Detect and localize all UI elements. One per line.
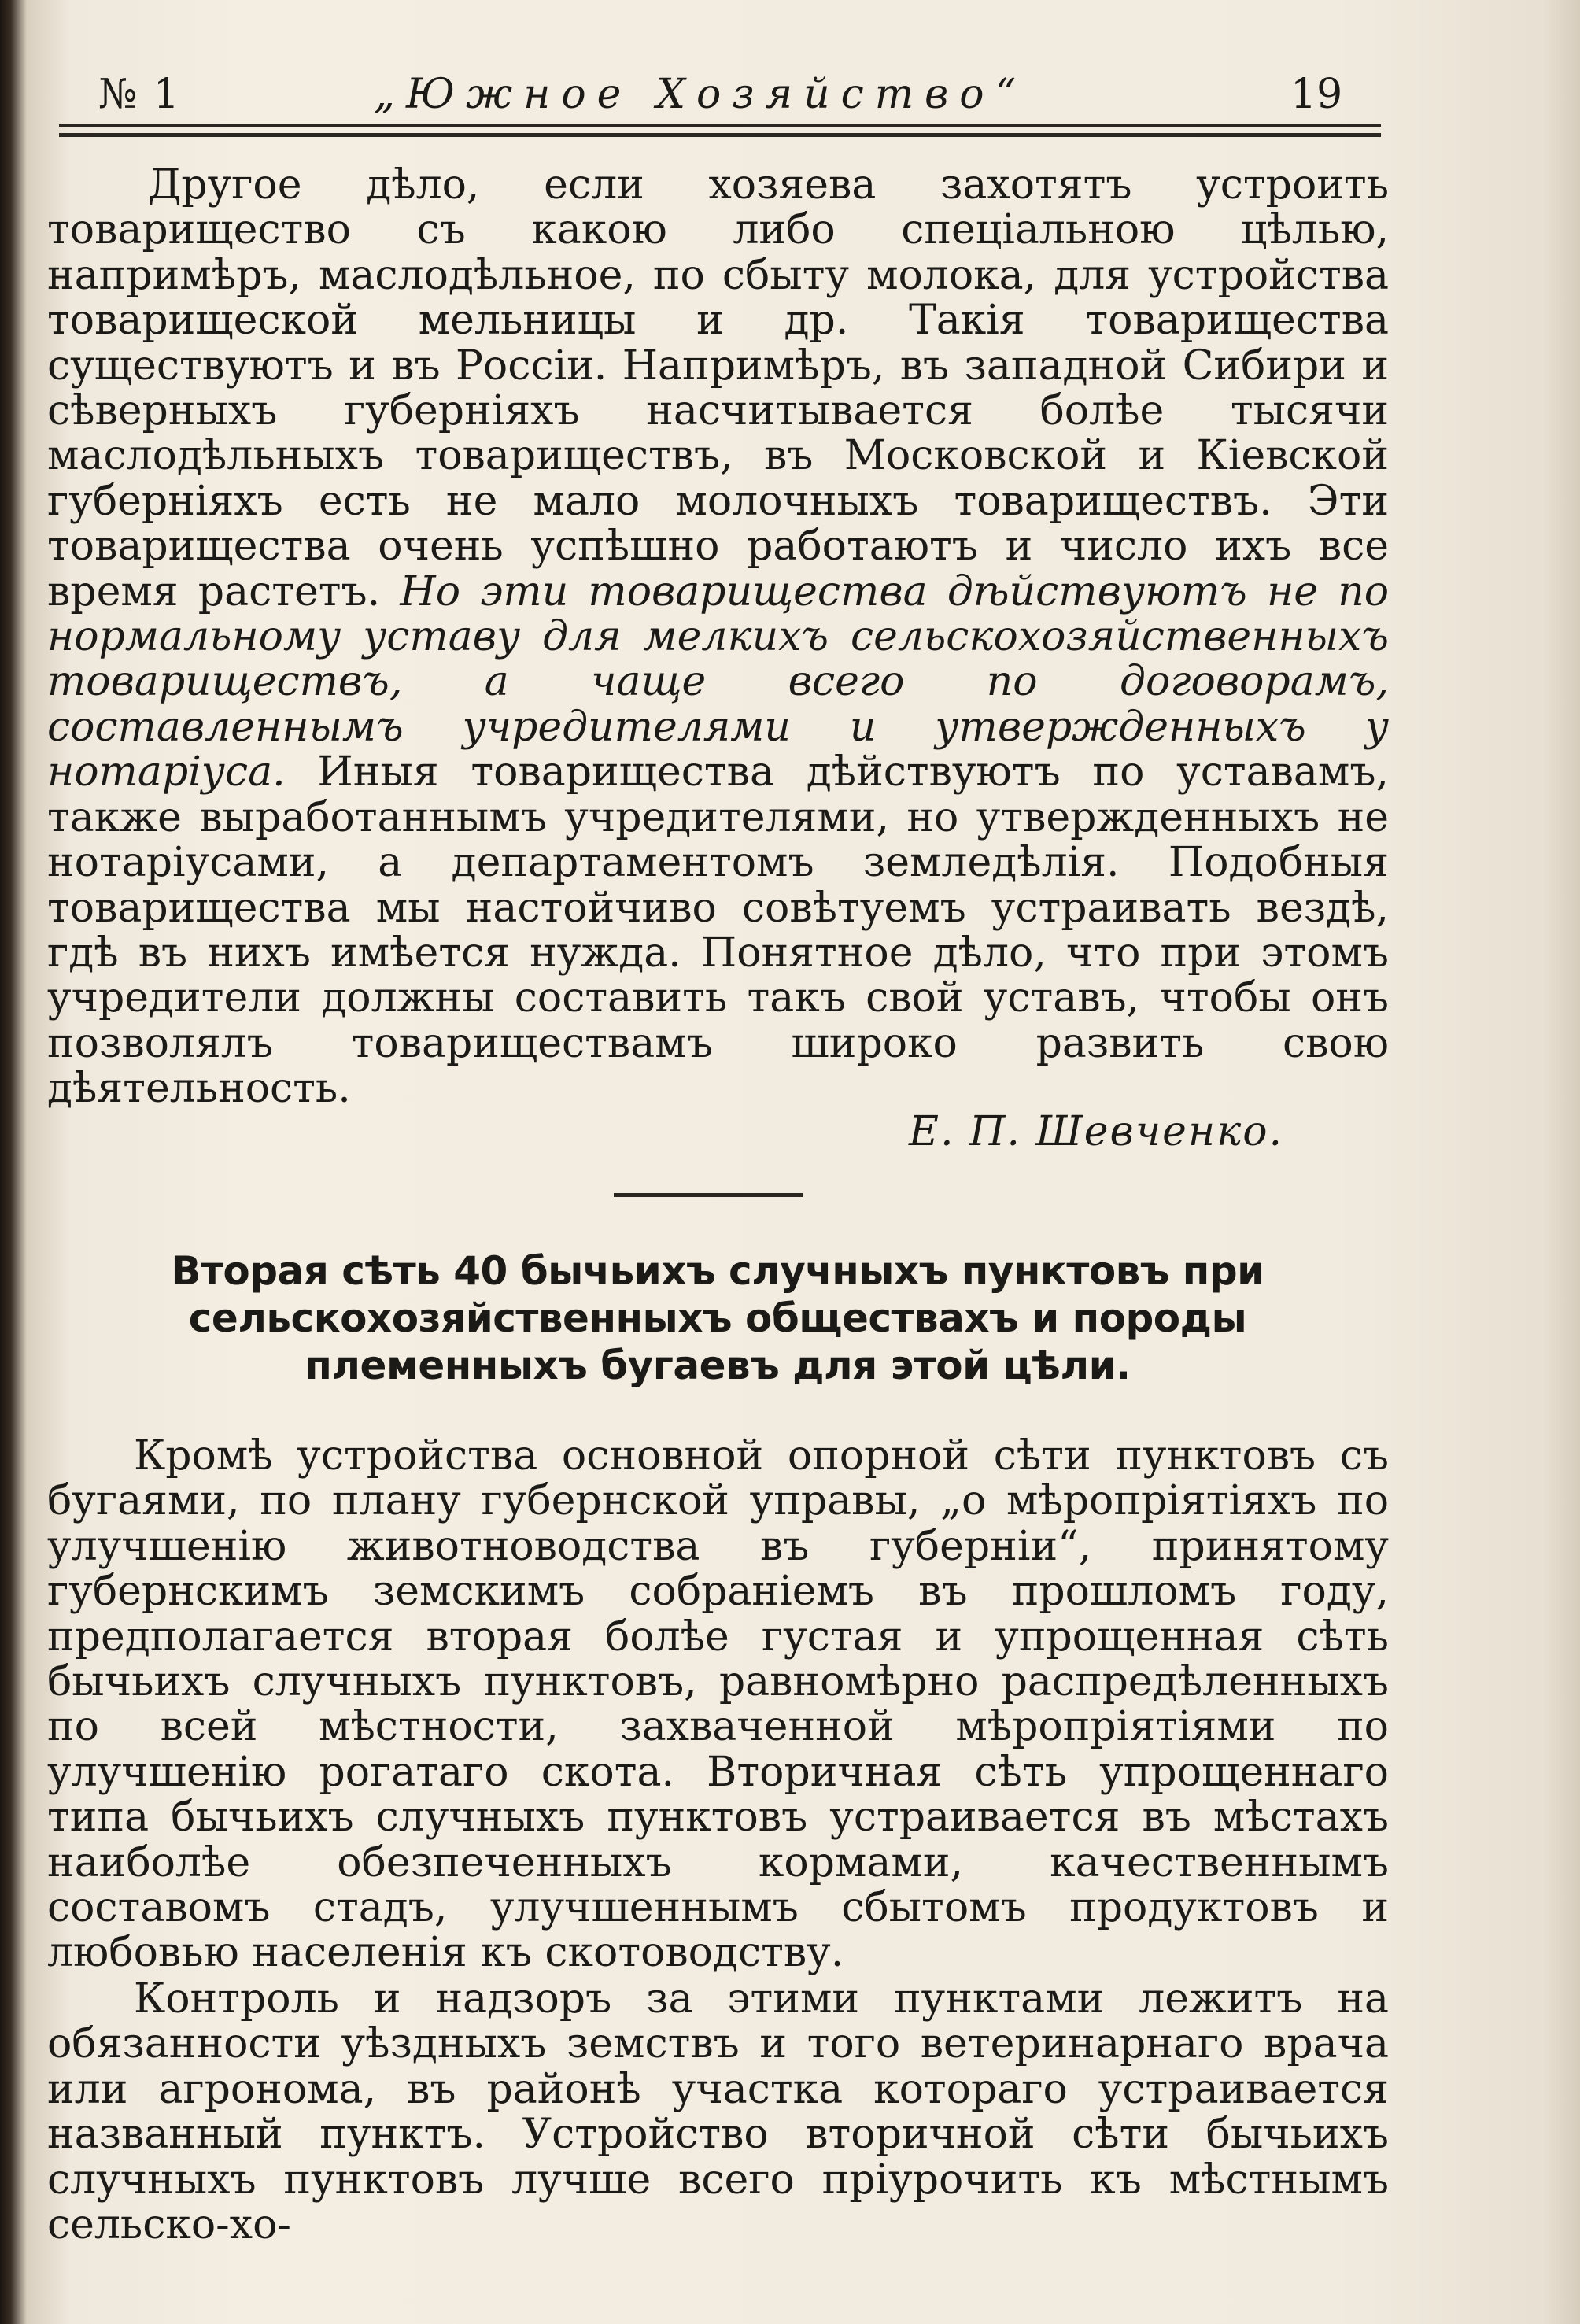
header-rule-thick xyxy=(59,133,1381,137)
article2-paragraph-1: Кромѣ устройства основной опорной сѣти пунктовъ съ бугаями, по плану губернской управы, „о мѣропріятіяхъ по улучшенію животноводства въ губерніи“, принятому губернскимъ земскимъ собраніемъ въ прошломъ году, предполагается вторая болѣе густая и упрощенная сѣть бычьихъ случныхъ пунктовъ, равномѣрно распредѣленныхъ по всей мѣстности, захваченной мѣропріятіями по улучшенію рогатаго скота. Вторичная сѣть упрощеннаго типа бычьихъ случныхъ пунктовъ устраивается въ мѣстахъ наиболѣе обезпеченныхъ кормами, качественнымъ составомъ стадъ, улучшеннымъ сбытомъ продуктовъ и любовью населенія къ скотоводству. xyxy=(47,1432,1389,1977)
page-number: 19 xyxy=(1290,71,1343,118)
header-rule-thin xyxy=(59,124,1381,127)
journal-title: „Южное Хозяйство“ xyxy=(374,71,1028,118)
article2-heading: Вторая сѣть 40 бычьихъ случныхъ пунктовъ при сельскохозяйственныхъ обществахъ и породы племенныхъ бугаевъ для этой цѣли. xyxy=(171,1248,1264,1388)
author-signature: Е. П. Шевченко. xyxy=(909,1108,1284,1155)
article1-text-a: Другое дѣло, если хозяева захотятъ устроить товарищество съ какою либо спеціальною цѣлью, напримѣръ, маслодѣльное, по сбыту молока, для устройства товарищеской мельницы и др. Такія товарищества существуютъ и въ Россіи. Напримѣръ, въ западной Сибири и сѣверныхъ губерніяхъ насчитывается болѣе тысячи маслодѣльныхъ товариществъ, въ Московской и Кіевской губерніяхъ есть не мало молочныхъ товариществъ. Эти товарищества очень успѣшно работаютъ и число ихъ все время растетъ. xyxy=(47,161,1389,615)
article1-text-b: Иныя товарищества дѣйствуютъ по уставамъ, также выработаннымъ учредителями, но утвержденныхъ не нотаріусами, а департаментомъ земледѣлія. Подобныя товарищества мы настойчиво совѣтуемъ устраивать вездѣ, гдѣ въ нихъ имѣется нужда. Понятное дѣло, что при этомъ учредители должны составить такъ свой уставъ, чтобы онъ позволялъ товариществамъ широко развить свою дѣятельность. xyxy=(47,748,1389,1113)
article1-text-italic: Но эти товарищества дѣйствуютъ не по нормальному уставу для мелкихъ сельскохозяйственныхъ товариществъ, а чаще всего по договорамъ, составленнымъ учредителями и утвержденныхъ у нотаріуса. xyxy=(47,567,1390,796)
article1-paragraph xyxy=(47,163,1389,1112)
issue-number: № 1 xyxy=(98,71,181,118)
article2-paragraph-2: Контроль и надзоръ за этими пунктами лежитъ на обязанности уѣздныхъ земствъ и того ветеринарнаго врача или агронома, въ районѣ участка котораго устраивается названный пунктъ. Устройство вторичной сѣти бычьихъ случныхъ пунктовъ лучше всего пріурочить къ мѣстнымъ сельско-хо- xyxy=(47,1975,1389,2249)
section-divider xyxy=(614,1193,803,1197)
